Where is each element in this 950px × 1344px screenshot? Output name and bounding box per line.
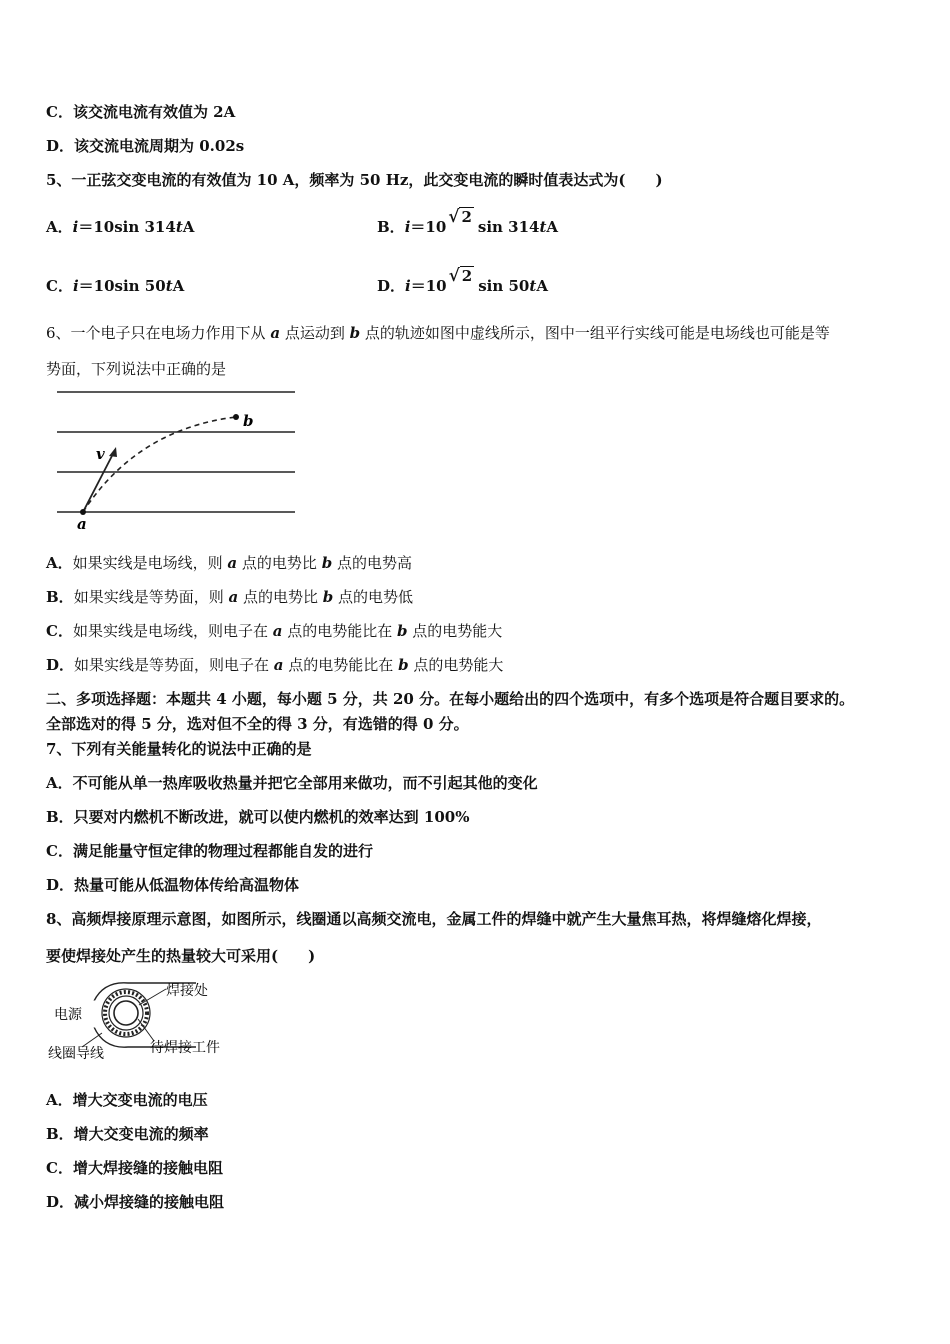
velocity-arrowhead: [109, 447, 117, 457]
coil-windings: [105, 992, 147, 1034]
leader-weld: [139, 989, 166, 1005]
q6-option-a: A．如果实线是电场线，则 a 点的电势比 b 点的电势高: [46, 554, 412, 572]
workpiece-ring: [114, 1001, 138, 1025]
q6-option-b: B．如果实线是等势面，则 a 点的电势比 b 点的电势低: [46, 588, 414, 606]
q7-option-b: B．只要对内燃机不断改进，就可以使内燃机的效率达到 100%: [46, 808, 470, 826]
label-a: a: [77, 515, 87, 533]
section2-heading-line1: 二、多项选择题：本题共 4 小题，每小题 5 分，共 20 分。在每小题给出的四个选项中，有多个选项是符合题目要求的。: [46, 690, 855, 708]
sqrt-symbol: √ 2: [448, 266, 473, 286]
label-power: 电源: [54, 1007, 82, 1023]
q4-option-c: C．该交流电流有效值为 2A: [46, 103, 236, 121]
q6-option-c: C．如果实线是电场线，则电子在 a 点的电势能比在 b 点的电势能大: [46, 622, 503, 640]
q7-option-c: C．满足能量守恒定律的物理过程都能自发的进行: [46, 842, 373, 860]
q6-stem-line1: 6、一个电子只在电场力作用下从 a 点运动到 b 点的轨迹如图中虚线所示，图中一组平行实线可能是电场线也可能是等: [46, 324, 830, 342]
q8-option-a: A．增大交变电流的电压: [46, 1091, 208, 1109]
q6-stem-line2: 势面，下列说法中正确的是: [46, 360, 227, 378]
section2-heading-line2: 全部选对的得 5 分，选对但不全的得 3 分，有选错的得 0 分。: [46, 715, 469, 733]
welding-figure: [46, 975, 251, 1070]
q8-option-b: B．增大交变电流的频率: [46, 1125, 209, 1143]
label-v: v: [96, 445, 105, 463]
label-weld: 焊接处: [166, 983, 208, 999]
leader-coil: [82, 1033, 102, 1047]
trajectory-figure: [52, 384, 302, 534]
point-b: [233, 414, 239, 420]
label-b: b: [243, 412, 254, 430]
q5-stem: 5、一正弦交变电流的有效值为 10 A，频率为 50 Hz，此交变电流的瞬时值表达式为( ): [46, 171, 663, 189]
label-coil: 线圈导线: [48, 1046, 104, 1062]
sqrt-symbol: √ 2: [448, 207, 472, 227]
q6-option-d: D．如果实线是等势面，则电子在 a 点的电势能比在 b 点的电势能大: [46, 656, 504, 674]
q7-option-d: D．热量可能从低温物体传给高温物体: [46, 876, 300, 894]
q5-option-c: C．i＝10sin 50tA: [46, 277, 185, 295]
q7-stem: 7、下列有关能量转化的说法中正确的是: [46, 740, 312, 758]
q8-option-c: C．增大焊接缝的接触电阻: [46, 1159, 223, 1177]
q8-stem-line1: 8、高频焊接原理示意图，如图所示，线圈通以高频交流电，金属工件的焊缝中就产生大量焦耳热，将焊缝熔化焊接，: [46, 910, 822, 928]
label-workpiece: 待焊接工件: [150, 1040, 220, 1056]
q5-option-b: B．i＝10 √ 2sin 314tA: [377, 207, 559, 236]
q4-option-d: D．该交流电流周期为 0.02s: [46, 137, 245, 155]
q8-option-d: D．减小焊接缝的接触电阻: [46, 1193, 225, 1211]
q8-stem-line2: 要使焊接处产生的热量较大可采用( ): [46, 947, 316, 965]
q5-option-a: A．i＝10sin 314tA: [46, 218, 195, 236]
q5-option-d: D．i＝10 √ 2sin 50tA: [377, 266, 548, 295]
q7-option-a: A．不可能从单一热库吸收热量并把它全部用来做功，而不引起其他的变化: [46, 774, 538, 792]
